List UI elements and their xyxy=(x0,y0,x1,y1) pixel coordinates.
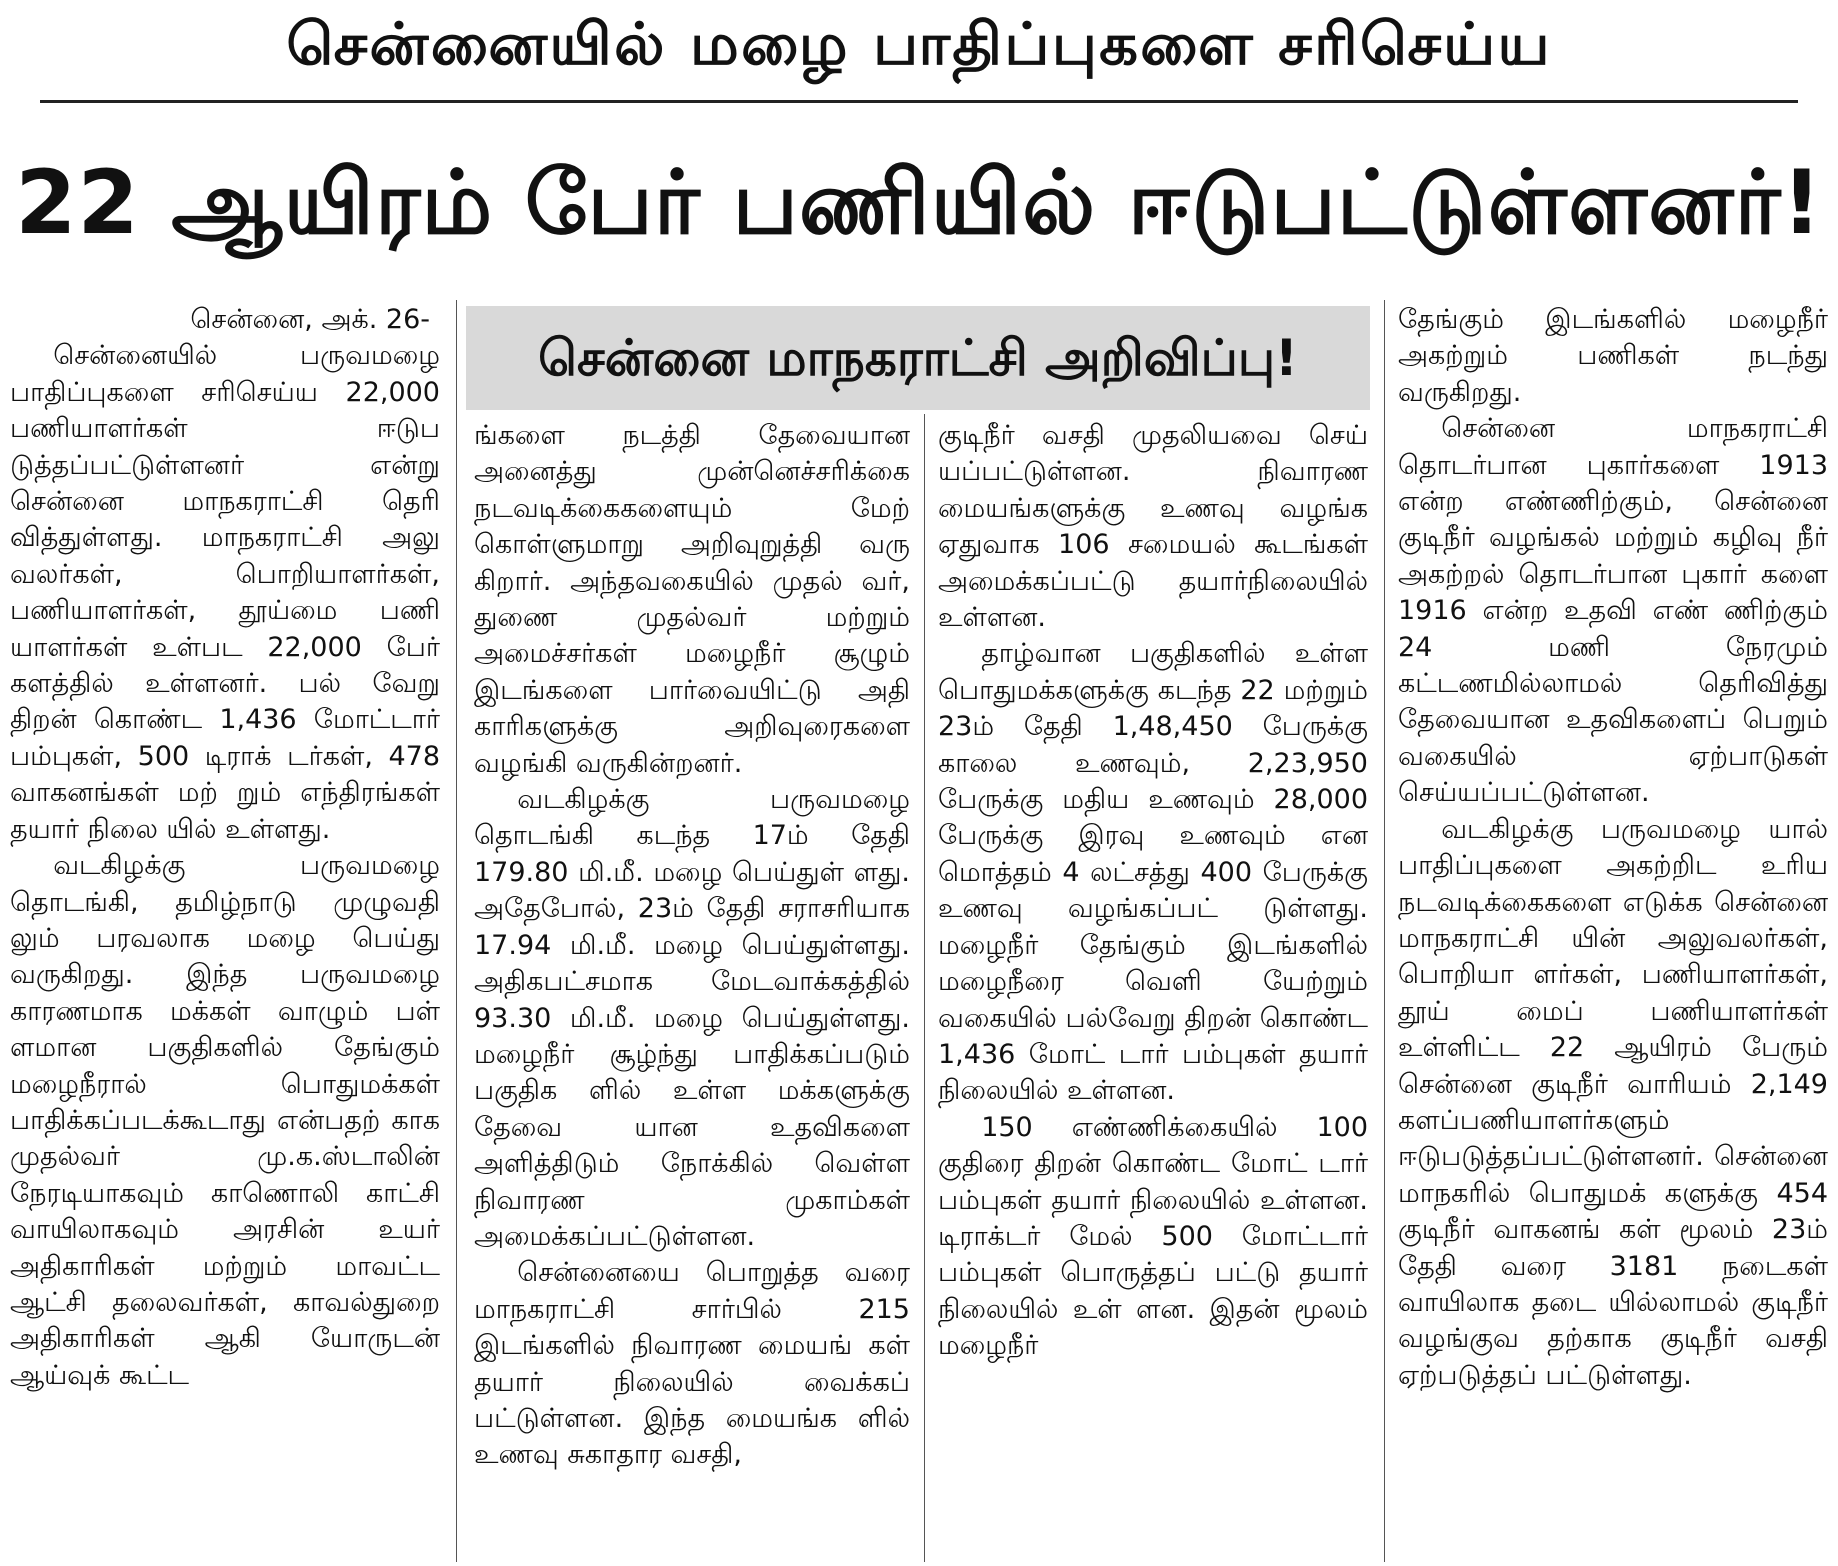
column-divider xyxy=(456,300,457,1562)
article-column-1 xyxy=(10,302,440,1564)
paragraph: வடகிழக்கு பருவமழை யால் பாதிப்புகளை அகற்றிட உரிய நடவடிக்கைகளை எடுக்க சென்னை மாநகராட்சி யின் அலுவலர்கள், பொறியா ளர்கள், பணியாளர்கள், தூய் மைப் பணியாளர்கள் உள்ளிட்ட 22 ஆயிரம் பேரும் சென்னை குடிநீர் வாரியம் 2,149 களப்பணியாளர்களும் ஈடுபடுத்தப்பட்டுள்ளனர். சென்னை மாநகரில் பொதுமக் களுக்கு 454 குடிநீர் வாகனங் கள் மூலம் 23ம் தேதி வரை 3181 நடைகள் வாயிலாக தடை யில்லாமல் குடிநீர் வழங்குவ தற்காக குடிநீர் வசதி ஏற்படுத்தப் பட்டுள்ளது. xyxy=(1398,813,1828,1391)
paragraph: வடகிழக்கு பருவமழை தொடங்கி கடந்த 17ம் தேதி 179.80 மி.மீ. மழை பெய்துள் ளது. அதேபோல், 23ம் தேதி சராசரியாக 17.94 மி.மீ. மழை பெய்துள்ளது. அதிகபட்சமாக மேடவாக்கத்தில் 93.30 மி.மீ. மழை பெய்துள்ளது. மழைநீர் சூழ்ந்து பாதிக்கப்படும் பகுதிக ளில் உள்ள மக்களுக்கு தேவை யான உதவிகளை அளித்திடும் நோக்கில் வெள்ள நிவாரண முகாம்கள் அமைக்கப்பட்டுள்ளன. xyxy=(474,784,910,1252)
subhead: சென்னை மாநகராட்சி அறிவிப்பு! xyxy=(538,329,1298,387)
dateline: சென்னை, அக். 26- xyxy=(190,304,430,335)
paragraph: சென்னையில் பருவமழை பாதிப்புகளை சரிசெய்ய 22,000 பணியாளர்கள் ஈடுப டுத்தப்பட்டுள்ளனர் என்று சென்னை மாநகராட்சி தெரி வித்துள்ளது. மாநகராட்சி அலு வலர்கள், பொறியாளர்கள், பணியாளர்கள், தூய்மை பணி யாளர்கள் உள்பட 22,000 பேர் களத்தில் உள்ளனர். பல் வேறு திறன் கொண்ட 1,436 மோட்டார் பம்புகள், 500 டிராக் டர்கள், 478 வாகனங்கள் மற் றும் எந்திரங்கள் தயார் நிலை யில் உள்ளது. xyxy=(10,340,440,845)
main-headline: 22 ஆயிரம் பேர் பணியில் ஈடுபட்டுள்ளனர்! xyxy=(15,151,1823,254)
column-divider xyxy=(1384,300,1385,1562)
kicker-headline: சென்னையில் மழை பாதிப்புகளை சரிசெய்ய xyxy=(286,10,1552,78)
article-column-4 xyxy=(1398,302,1828,1564)
article-column-3 xyxy=(938,418,1368,1564)
paragraph: வடகிழக்கு பருவமழை தொடங்கி, தமிழ்நாடு முழுவதி லும் பரவலாக மழை பெய்து வருகிறது. இந்த பருவமழை காரணமாக மக்கள் வாழும் பள் ளமான பகுதிகளில் தேங்கும் மழைநீரால் பொதுமக்கள் பாதிக்கப்படக்கூடாது என்பதற் காக முதல்வர் மு.க.ஸ்டாலின் நேரடியாகவும் காணொலி காட்சி வாயிலாகவும் அரசின் உயர் அதிகாரிகள் மற்றும் மாவட்ட ஆட்சி தலைவர்கள், காவல்துறை அதிகாரிகள் ஆகி யோருடன் ஆய்வுக் கூட்ட xyxy=(10,850,440,1391)
article-column-2 xyxy=(474,418,910,1564)
paragraph: 150 எண்ணிக்கையில் 100 குதிரை திறன் கொண்ட மோட் டார் பம்புகள் தயார் நிலையில் உள்ளன. டிராக்டர் மேல் 500 மோட்டார் பம்புகள் பொருத்தப் பட்டு தயார் நிலையில் உள் ளன. இதன் மூலம் மழைநீர் xyxy=(938,1111,1368,1362)
paragraph: தாழ்வான பகுதிகளில் உள்ள பொதுமக்களுக்கு கடந்த 22 மற்றும் 23ம் தேதி 1,48,450 பேருக்கு காலை உணவும், 2,23,950 பேருக்கு மதிய உணவும் 28,000 பேருக்கு இரவு உணவும் என மொத்தம் 4 லட்சத்து 400 பேருக்கு உணவு வழங்கப்பட் டுள்ளது. மழைநீர் தேங்கும் இடங்களில் மழைநீரை வெளி யேற்றும் வகையில் பல்வேறு திறன் கொண்ட 1,436 மோட் டார் பம்புகள் தயார் நிலையில் உள்ளன. xyxy=(938,638,1368,1107)
paragraph: குடிநீர் வசதி முதலியவை செய் யப்பட்டுள்ளன. நிவாரண மையங்களுக்கு உணவு வழங்க ஏதுவாக 106 சமையல் கூடங்கள் அமைக்கப்பட்டு தயார்நிலையில் உள்ளன. xyxy=(938,420,1368,634)
column-divider xyxy=(924,414,925,1562)
paragraph: சென்னை மாநகராட்சி தொடர்பான புகார்களை 1913 என்ற எண்ணிற்கும், சென்னை குடிநீர் வழங்கல் மற்றும் கழிவு நீர் அகற்றல் தொடர்பான புகார் களை 1916 என்ற உதவி எண் ணிற்கும் 24 மணி நேரமும் கட்டணமில்லாமல் தெரிவித்து தேவையான உதவிகளைப் பெறும் வகையில் ஏற்பாடுகள் செய்யப்பட்டுள்ளன. xyxy=(1398,413,1828,809)
paragraph: சென்னையை பொறுத்த வரை மாநகராட்சி சார்பில் 215 இடங்களில் நிவாரண மையங் கள் தயார் நிலையில் வைக்கப் பட்டுள்ளன. இந்த மையங்க ளில் உணவு சுகாதார வசதி, xyxy=(474,1257,910,1471)
paragraph: தேங்கும் இடங்களில் மழைநீர் அகற்றும் பணிகள் நடந்து வருகிறது. xyxy=(1398,304,1828,408)
headline-divider xyxy=(40,100,1798,103)
paragraph: ங்களை நடத்தி தேவையான அனைத்து முன்னெச்சரிக்கை நடவடிக்கைகளையும் மேற் கொள்ளுமாறு அறிவுறுத்தி வரு கிறார். அந்தவகையில் முதல் வர், துணை முதல்வர் மற்றும் அமைச்சர்கள் மழைநீர் சூழும் இடங்களை பார்வையிட்டு அதி காரிகளுக்கு அறிவுரைகளை வழங்கி வருகின்றனர். xyxy=(474,420,910,779)
